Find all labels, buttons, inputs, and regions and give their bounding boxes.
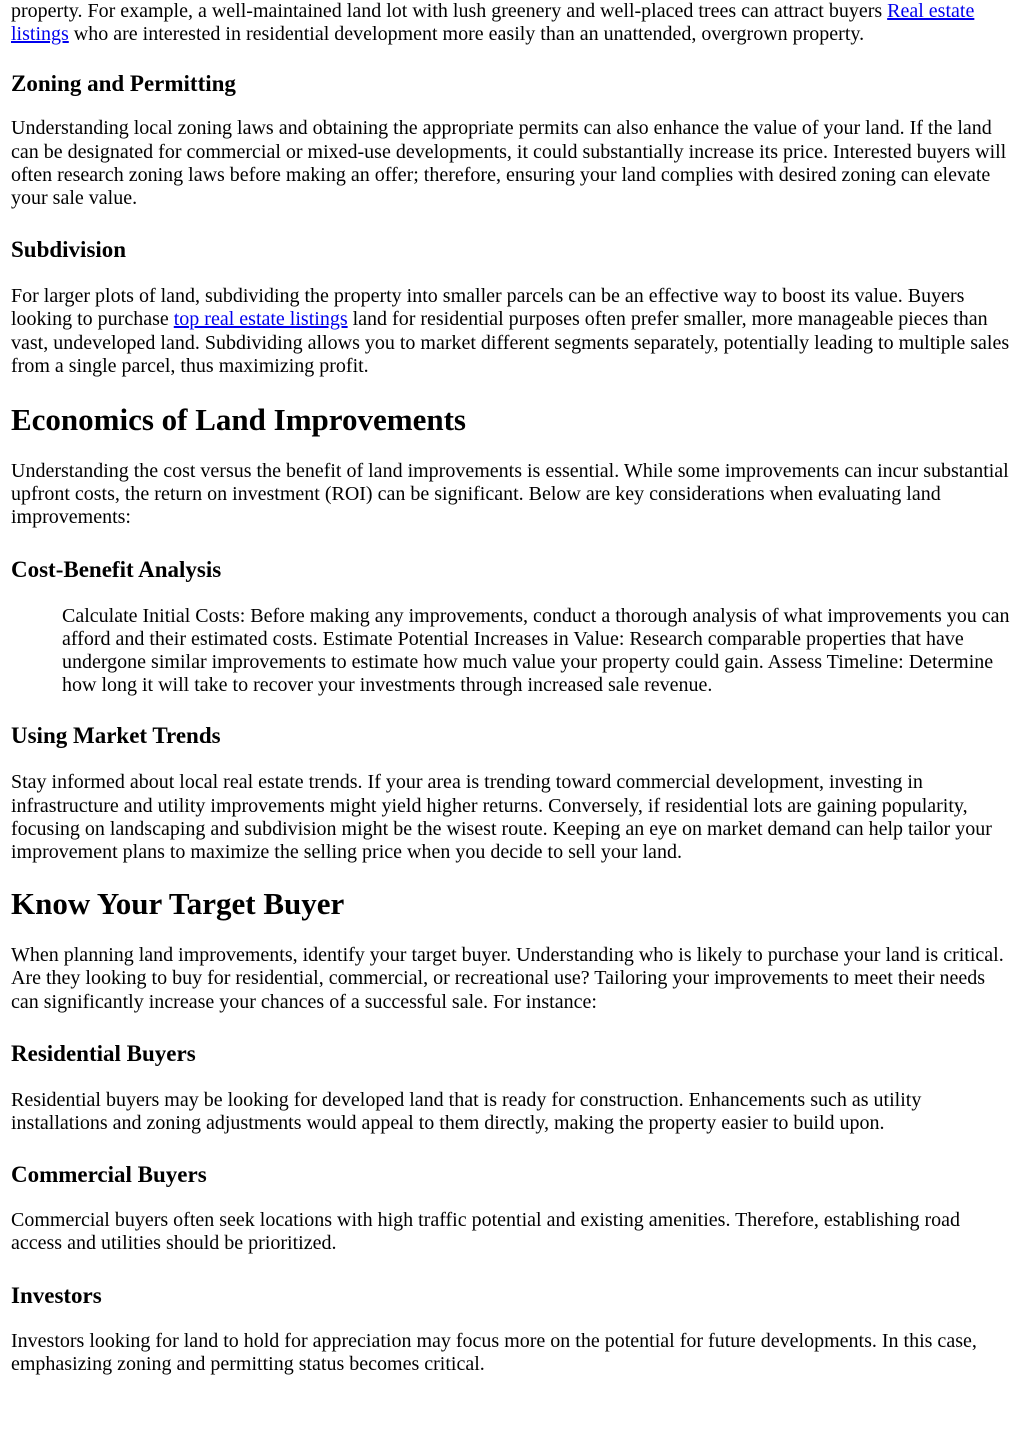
- commercial-buyers-paragraph: Commercial buyers often seek locations with high traffic potential and existing amenities. Therefore, establishing road access and utilities should be prioritized.: [11, 1209, 960, 1255]
- top-real-estate-listings-link[interactable]: top real estate listings: [173, 308, 348, 331]
- economics-heading: Economics of Land Improvements: [11, 402, 466, 438]
- real-estate-listings-link[interactable]: Real estate listings: [11, 0, 975, 46]
- market-trends-paragraph: Stay informed about local real estate trends. If your area is trending toward commercial development, investing in infrastructure and utility improvements might yield higher returns. Conversely, if residential lots are gaining popularity, focusing on landscaping and subdivision might be the wisest route. Keeping an eye on market demand can help tailor your improvement plans to maximize the selling price when you decide to sell your land.: [11, 771, 992, 864]
- target-buyer-paragraph: When planning land improvements, identify your target buyer. Understanding who is likely to purchase your land is critical. Are they looking to buy for residential, commercial, or recreational use? Tailoring your improvements to meet their needs can significantly increase your chances of a successful sale. For instance:: [11, 944, 1004, 1013]
- intro-text-after: who are interested in residential development more easily than an unattended, overgrown property.: [68, 23, 865, 46]
- subdivision-heading: Subdivision: [11, 237, 127, 263]
- commercial-buyers-heading: Commercial Buyers: [11, 1162, 207, 1188]
- zoning-paragraph: Understanding local zoning laws and obtaining the appropriate permits can also enhance the value of your land. If the land can be designated for commercial or mixed-use developments, it could substantially increase its price. Interested buyers will often research zoning laws before making an offer; therefore, ensuring your land complies with desired zoning can elevate your sale value.: [11, 117, 1007, 210]
- intro-paragraph: [11, 0, 1013, 46]
- residential-buyers-heading: Residential Buyers: [11, 1040, 196, 1066]
- economics-paragraph: Understanding the cost versus the benefit of land improvements is essential. While some improvements can incur substantial upfront costs, the return on investment (ROI) can be significant. Below are key considerations when evaluating land improvements:: [11, 460, 1009, 529]
- subdivision-text-after: land for residential purposes often prefer smaller, more manageable pieces than vast, undeveloped land. Subdividing allows you to market different segments separately, potentially leading to multiple sales from a single parcel, thus maximizing profit.: [11, 308, 1010, 377]
- market-trends-heading: Using Market Trends: [11, 723, 221, 749]
- zoning-heading: Zoning and Permitting: [11, 71, 236, 97]
- investors-paragraph: Investors looking for land to hold for appreciation may focus more on the potential for future developments. In this case, emphasizing zoning and permitting status becomes critical.: [11, 1329, 977, 1375]
- investors-heading: Investors: [11, 1282, 102, 1308]
- target-buyer-heading: Know Your Target Buyer: [11, 886, 345, 922]
- subdivision-text-before: For larger plots of land, subdividing the property into smaller parcels can be an effective way to boost its value. Buyers looking to purchase: [11, 285, 965, 331]
- subdivision-paragraph: [11, 285, 1013, 378]
- residential-buyers-paragraph: Residential buyers may be looking for developed land that is ready for construction. Enhancements such as utility installations and zoning adjustments would appeal to them directly, making the property easier to build upon.: [11, 1088, 922, 1135]
- cost-benefit-quote: Calculate Initial Costs: Before making any improvements, conduct a thorough analysis of what improvements you can afford and their estimated costs. Estimate Potential Increases in Value: Research comparable properties that have undergone similar improvements to estimate how much value your property could gain. Assess Timeline: Determine how long it will take to recover your investments through increased sale revenue.: [62, 604, 1010, 697]
- intro-text-before: property. For example, a well-maintained land lot with lush greenery and well-placed trees can attract buyers: [11, 0, 888, 22]
- cost-benefit-heading: Cost-Benefit Analysis: [11, 556, 222, 582]
